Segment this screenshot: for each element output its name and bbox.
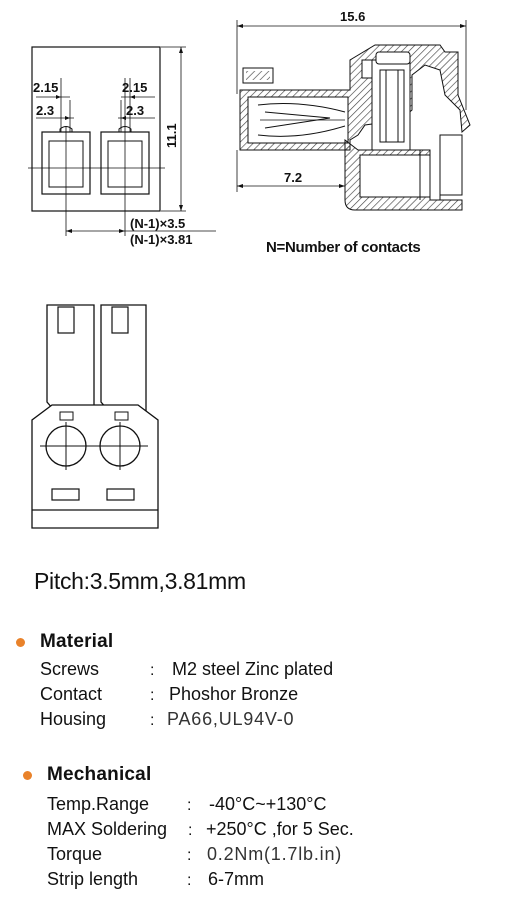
dim-pitch-3.5: (N-1)×3.5 [130,216,186,231]
dim-2.3-left: 2.3 [36,103,55,118]
spec-row-torque: Torque [47,844,103,864]
spec-sep: : [187,797,192,814]
dim-pitch-3.81: (N-1)×3.81 [130,232,193,247]
contacts-note: N=Number of contacts [266,239,421,256]
spec-row-strip: Strip length [47,869,139,889]
material-bullet-icon [16,638,25,647]
pitch-text: Pitch:3.5mm,3.81mm [34,568,246,594]
front-body [32,47,160,211]
spec-row-housing [40,709,106,730]
spec-sep: : [187,847,192,864]
spec-sep: : [150,712,155,729]
spec-row-temp: Temp.Range [47,794,150,814]
dim-2.15-right: 2.15 [122,80,148,95]
dim-2.15-left: 2.15 [33,80,59,95]
dim-2.3-right: 2.3 [126,103,145,118]
dim-width: 15.6 [340,9,366,24]
spec-value-contact: Phoshor Bronze [169,684,299,704]
dim-height: 11.1 [164,123,179,148]
spec-row-screws [40,659,99,680]
spec-sep: : [187,872,192,889]
spec-value-housing: PA66,UL94V-0 [167,709,295,729]
mechanical-heading: Mechanical [47,764,152,785]
spec-label: Screws [40,659,100,679]
connector-sketch [0,290,200,540]
material-heading: Material [40,631,114,652]
spec-label: Contact [40,684,103,704]
mechanical-bullet-icon [23,771,32,780]
spec-value-soldering: +250°C ,for 5 Sec. [206,819,354,839]
spec-value-strip: 6-7mm [208,869,265,889]
spec-sep: : [188,822,193,839]
spec-sep: : [150,687,155,704]
spec-sep: : [150,662,155,679]
spec-value-screws: M2 steel Zinc plated [172,659,334,679]
front-view-drawing [0,0,250,260]
spec-row-soldering: MAX Soldering [47,819,168,839]
spec-row-contact [40,684,102,705]
spec-value-torque: 0.2Nm(1.7lb.in) [207,844,343,864]
side-view-drawing [230,0,512,260]
spec-value-temp: -40°C~+130°C [209,794,327,814]
spec-label: Housing [40,709,107,729]
dim-depth: 7.2 [284,170,303,185]
